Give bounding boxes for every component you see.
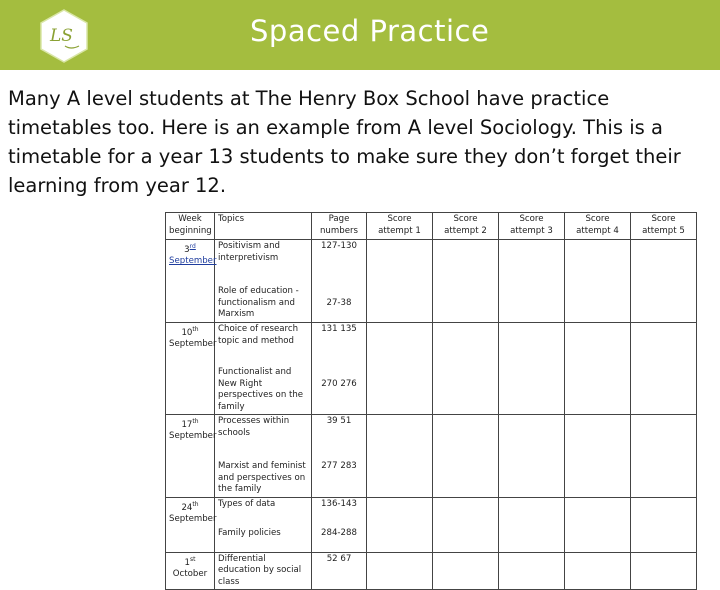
header-score-5: Score attempt 5 [631, 213, 697, 240]
pages-cell [312, 323, 367, 415]
score-attempt-cell-2[interactable] [433, 415, 499, 498]
header-topics: Topics [215, 213, 312, 240]
score-attempt-cell-4[interactable] [565, 497, 631, 552]
topic-item: Role of education - functionalism and Marxism [218, 286, 299, 319]
week-month: September [169, 431, 217, 442]
topics-cell [215, 552, 312, 590]
topic-item: Processes within schools [218, 416, 290, 438]
header-pages: Page numbers [312, 213, 367, 240]
pages-cell [312, 240, 367, 323]
pages-cell [312, 415, 367, 498]
table-header-row [166, 213, 697, 240]
topics-cell [215, 240, 312, 323]
page-range: 27-38 [326, 298, 352, 308]
week-day-suffix: th [192, 326, 199, 333]
score-attempt-cell-5[interactable] [631, 552, 697, 590]
topic-item: Marxist and feminist and perspectives on the family [218, 461, 306, 494]
topics-cell [215, 497, 312, 552]
page-range: 127-130 [321, 241, 357, 251]
score-attempt-cell-1[interactable] [367, 323, 433, 415]
topics-cell [215, 323, 312, 415]
week-day-suffix: st [189, 555, 196, 563]
week-month: September [169, 256, 217, 267]
topics-cell [215, 415, 312, 498]
week-month: September [169, 339, 217, 350]
topic-item: Types of data [218, 498, 276, 509]
score-attempt-cell-5[interactable] [631, 323, 697, 415]
score-attempt-cell-4[interactable] [565, 552, 631, 590]
score-attempt-cell-4[interactable] [565, 323, 631, 415]
week-day-suffix: th [192, 500, 199, 508]
score-attempt-cell-5[interactable] [631, 497, 697, 552]
week-day-suffix: rd [189, 243, 196, 250]
score-attempt-cell-3[interactable] [499, 497, 565, 552]
week-month: October [172, 568, 208, 579]
week-day-suffix: th [192, 418, 199, 425]
week-cell [166, 415, 215, 498]
score-attempt-cell-1[interactable] [367, 552, 433, 590]
page-range: 52 67 [326, 553, 352, 564]
week-day: 1 [184, 557, 190, 568]
week-cell [166, 323, 215, 415]
week-day: 24 [181, 502, 193, 513]
header-score-4: Score attempt 4 [565, 213, 631, 240]
week-month: September [169, 513, 217, 524]
page-range: 39 51 [326, 416, 352, 426]
score-attempt-cell-4[interactable] [565, 415, 631, 498]
week-day: 10 [181, 327, 193, 338]
page-range: 270 276 [321, 379, 357, 389]
pages-cell [312, 497, 367, 552]
page-range: 131 135 [321, 324, 357, 334]
week-day: 17 [181, 419, 193, 430]
score-attempt-cell-2[interactable] [433, 497, 499, 552]
header-week: Week beginning [166, 213, 215, 240]
table-row [166, 552, 697, 590]
score-attempt-cell-1[interactable] [367, 497, 433, 552]
page-title: Spaced Practice [250, 14, 490, 48]
header-score-1: Score attempt 1 [367, 213, 433, 240]
topic-item: Differential education by social class [218, 553, 302, 587]
week-cell [166, 552, 215, 590]
practice-timetable [165, 212, 697, 590]
page-range: 284-288 [321, 527, 357, 538]
timetable-container [165, 212, 696, 587]
score-attempt-cell-5[interactable] [631, 415, 697, 498]
week-cell [166, 497, 215, 552]
page-range: 277 283 [321, 461, 357, 471]
table-row [166, 323, 697, 415]
topic-item: Choice of research topic and method [218, 324, 299, 346]
logo-text: LS [50, 26, 73, 46]
header-score-2: Score attempt 2 [433, 213, 499, 240]
topic-item: Positivism and interpretivism [218, 241, 280, 263]
table-row [166, 415, 697, 498]
score-attempt-cell-3[interactable] [499, 552, 565, 590]
header-bar [0, 0, 720, 70]
score-attempt-cell-5[interactable] [631, 240, 697, 323]
intro-paragraph: Many A level students at The Henry Box School have practice timetables too. Here is an example from A level Sociology. This is a timetable for a year 13 students to make sure they don’t forget their learning from year 12. [8, 87, 681, 197]
topic-item: Family policies [218, 527, 281, 538]
topic-item: Functionalist and New Right perspectives on the family [218, 367, 304, 412]
score-attempt-cell-1[interactable] [367, 415, 433, 498]
header-score-3: Score attempt 3 [499, 213, 565, 240]
table-row [166, 497, 697, 552]
score-attempt-cell-3[interactable] [499, 323, 565, 415]
score-attempt-cell-1[interactable] [367, 240, 433, 323]
score-attempt-cell-2[interactable] [433, 552, 499, 590]
school-logo-icon [38, 8, 90, 64]
score-attempt-cell-3[interactable] [499, 415, 565, 498]
table-row [166, 240, 697, 323]
pages-cell [312, 552, 367, 590]
week-cell [166, 240, 215, 323]
score-attempt-cell-2[interactable] [433, 323, 499, 415]
page-range: 136-143 [321, 498, 357, 509]
score-attempt-cell-2[interactable] [433, 240, 499, 323]
score-attempt-cell-4[interactable] [565, 240, 631, 323]
week-day: 3 [184, 244, 190, 255]
score-attempt-cell-3[interactable] [499, 240, 565, 323]
